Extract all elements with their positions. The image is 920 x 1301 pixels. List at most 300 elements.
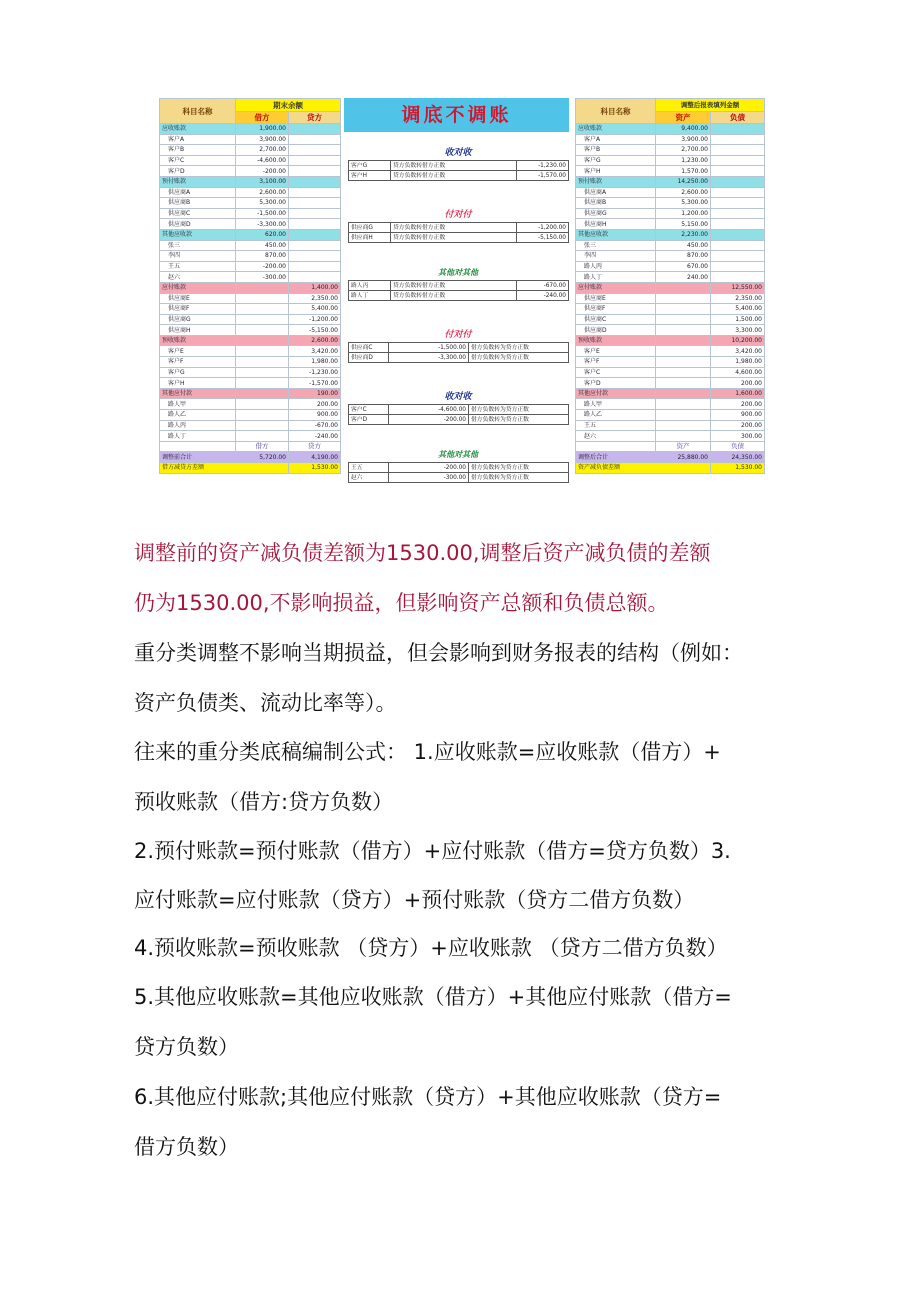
reclass-note: 借方负数转为贷方正数 xyxy=(469,343,569,353)
debit-value xyxy=(656,399,711,410)
reclass-amount: -3,300.00 xyxy=(389,353,469,363)
debit-value: 2,600.00 xyxy=(236,187,289,198)
credit-value: 200.00 xyxy=(711,420,765,431)
account-name: 其他应付款 xyxy=(160,388,236,399)
reclass-account: 客户D xyxy=(349,415,389,425)
account-name: 应收账款 xyxy=(576,124,656,135)
account-name: 应收账款 xyxy=(160,124,236,135)
credit-value: 2,350.00 xyxy=(289,293,341,304)
sheet-header-row xyxy=(160,99,341,112)
reclass-account: 供应商H xyxy=(349,233,391,243)
credit-value: 1,600.00 xyxy=(711,388,765,399)
account-name: 供应商A xyxy=(160,187,236,198)
reclass-group-title: 付对付 xyxy=(444,210,472,220)
reclass-group xyxy=(348,266,568,301)
account-name: 王五 xyxy=(160,261,236,272)
reclass-group xyxy=(348,208,568,243)
footer-row xyxy=(160,441,341,452)
sub-account-row xyxy=(160,410,341,421)
sub-account-row xyxy=(160,431,341,442)
account-name: 其他应付款 xyxy=(576,388,656,399)
credit-value xyxy=(711,240,765,251)
account-name: 王五 xyxy=(576,420,656,431)
credit-value xyxy=(289,251,341,262)
header-assets: 资产 xyxy=(656,112,711,124)
reclass-group xyxy=(348,146,568,181)
sub-account-row xyxy=(576,410,765,421)
debit-value xyxy=(656,304,711,315)
account-name: 客户E xyxy=(576,346,656,357)
debit-value: 3,900.00 xyxy=(236,134,289,145)
difference-label: 借方减贷方差额 xyxy=(160,463,289,474)
debit-value: -200.00 xyxy=(236,166,289,177)
credit-value xyxy=(289,124,341,135)
credit-value: 1,980.00 xyxy=(711,357,765,368)
debit-value: 450.00 xyxy=(236,240,289,251)
account-name: 客户D xyxy=(576,378,656,389)
account-name: 路人乙 xyxy=(576,410,656,421)
sub-account-row xyxy=(576,325,765,336)
credit-value: 1,980.00 xyxy=(289,357,341,368)
reclass-account: 客户H xyxy=(349,171,391,181)
credit-value xyxy=(711,176,765,187)
account-group-row xyxy=(160,335,341,346)
account-name: 客户G xyxy=(160,367,236,378)
sub-account-row xyxy=(160,145,341,156)
reclass-row xyxy=(349,473,569,483)
account-name: 路人甲 xyxy=(576,399,656,410)
account-group-row xyxy=(576,388,765,399)
sub-account-row xyxy=(576,219,765,230)
debit-value: -300.00 xyxy=(236,272,289,283)
sub-account-row xyxy=(576,187,765,198)
sub-account-row xyxy=(576,251,765,262)
account-group-row xyxy=(576,282,765,293)
sub-account-row xyxy=(576,198,765,209)
reclass-amount: -1,500.00 xyxy=(389,343,469,353)
debit-value xyxy=(236,335,289,346)
sub-account-row xyxy=(576,346,765,357)
credit-value xyxy=(289,261,341,272)
reclass-account: 供应商C xyxy=(349,343,389,353)
debit-value xyxy=(656,325,711,336)
sub-account-row xyxy=(160,420,341,431)
account-name: 供应商H xyxy=(576,219,656,230)
debit-value: 1,230.00 xyxy=(656,155,711,166)
credit-value xyxy=(711,187,765,198)
sub-account-row xyxy=(160,367,341,378)
credit-value: 900.00 xyxy=(711,410,765,421)
account-name: 供应商D xyxy=(160,219,236,230)
header-liabilities: 负债 xyxy=(711,112,765,124)
account-group-row xyxy=(160,282,341,293)
after-adjustment-sheet xyxy=(575,98,764,474)
account-group-row xyxy=(160,388,341,399)
debit-value xyxy=(656,314,711,325)
reclass-group-title: 其他对其他 xyxy=(438,268,478,277)
account-name: 供应商C xyxy=(160,208,236,219)
account-name: 应付账款 xyxy=(576,282,656,293)
account-name: 客户D xyxy=(160,166,236,177)
credit-value xyxy=(711,208,765,219)
account-name: 张三 xyxy=(576,240,656,251)
debit-value: -1,500.00 xyxy=(236,208,289,219)
sub-account-row xyxy=(576,134,765,145)
account-name: 预付账款 xyxy=(576,176,656,187)
credit-value: 200.00 xyxy=(711,399,765,410)
account-group-row xyxy=(160,229,341,240)
credit-value: 5,400.00 xyxy=(289,304,341,315)
credit-value xyxy=(711,198,765,209)
sub-account-row xyxy=(160,198,341,209)
sub-account-row xyxy=(160,166,341,177)
sub-account-row xyxy=(576,208,765,219)
debit-value xyxy=(236,378,289,389)
total-row xyxy=(160,452,341,463)
debit-value xyxy=(236,304,289,315)
debit-value: 3,100.00 xyxy=(236,176,289,187)
reclass-row xyxy=(349,353,569,363)
account-name: 预收账款 xyxy=(160,335,236,346)
header-adjusted-group: 调整后报表填列金额 xyxy=(656,99,765,112)
credit-value xyxy=(711,145,765,156)
credit-value xyxy=(289,229,341,240)
reclass-row xyxy=(349,463,569,473)
text-line-4: 资产负债类、流动比率等）。 xyxy=(134,691,397,715)
reclass-row xyxy=(349,343,569,353)
account-name: 其他应收款 xyxy=(576,229,656,240)
reclass-note: 贷方负数转借方正数 xyxy=(391,281,517,291)
total-label: 调整后合计 xyxy=(576,452,656,463)
account-name: 客户E xyxy=(160,346,236,357)
credit-value: 3,420.00 xyxy=(289,346,341,357)
reclass-note: 借方负数转为贷方正数 xyxy=(469,405,569,415)
sub-account-row xyxy=(160,378,341,389)
debit-value xyxy=(656,431,711,442)
debit-value xyxy=(656,388,711,399)
reclass-amount: -200.00 xyxy=(389,415,469,425)
credit-value xyxy=(711,251,765,262)
reclass-amount: -300.00 xyxy=(389,473,469,483)
credit-value xyxy=(289,155,341,166)
credit-value: 10,200.00 xyxy=(711,335,765,346)
reclass-note: 贷方负数转借方正数 xyxy=(391,291,517,301)
account-name: 预付账款 xyxy=(160,176,236,187)
text-line-9: 4.预收账款=预收账款 （贷方）+应收账款 （贷方二借方负数） xyxy=(134,936,728,960)
debit-value xyxy=(236,325,289,336)
sub-account-row xyxy=(576,145,765,156)
total-label: 调整前合计 xyxy=(160,452,236,463)
account-group-row xyxy=(160,176,341,187)
reclass-amount: -4,600.00 xyxy=(389,405,469,415)
credit-value: -670.00 xyxy=(289,420,341,431)
debit-value xyxy=(656,367,711,378)
credit-value: -1,230.00 xyxy=(289,367,341,378)
sub-account-row xyxy=(160,293,341,304)
account-group-row xyxy=(160,124,341,135)
account-name: 李四 xyxy=(576,251,656,262)
sub-account-row xyxy=(160,187,341,198)
sub-account-row xyxy=(160,325,341,336)
reclass-row xyxy=(349,171,569,181)
credit-value: 200.00 xyxy=(711,378,765,389)
sub-account-row xyxy=(160,357,341,368)
credit-value xyxy=(711,155,765,166)
reclass-note: 借方负数转为贷方正数 xyxy=(469,463,569,473)
debit-value: 870.00 xyxy=(236,251,289,262)
account-name: 赵六 xyxy=(576,431,656,442)
credit-value: 5,400.00 xyxy=(711,304,765,315)
sub-account-row xyxy=(160,134,341,145)
reclass-account: 路人丙 xyxy=(349,281,391,291)
reclass-amount: -200.00 xyxy=(389,463,469,473)
debit-value xyxy=(656,410,711,421)
footer-row xyxy=(576,441,765,452)
difference-row xyxy=(576,463,765,474)
debit-value: 2,230.00 xyxy=(656,229,711,240)
text-line-13: 借方负数） xyxy=(134,1135,239,1159)
sub-account-row xyxy=(576,166,765,177)
debit-value xyxy=(236,282,289,293)
credit-value xyxy=(711,124,765,135)
credit-value xyxy=(289,166,341,177)
account-name: 其他应收款 xyxy=(160,229,236,240)
account-name: 客户B xyxy=(576,145,656,156)
account-name: 路人乙 xyxy=(160,410,236,421)
account-name: 客户B xyxy=(160,145,236,156)
debit-value: 450.00 xyxy=(656,240,711,251)
sub-account-row xyxy=(576,378,765,389)
debit-value xyxy=(236,357,289,368)
account-group-row xyxy=(576,124,765,135)
reclass-note: 借方负数转为贷方正数 xyxy=(469,473,569,483)
debit-value: 2,700.00 xyxy=(656,145,711,156)
reclass-row xyxy=(349,233,569,243)
credit-value: 300.00 xyxy=(711,431,765,442)
reclass-note: 贷方负数转借方正数 xyxy=(391,223,517,233)
account-name: 预收账款 xyxy=(576,335,656,346)
reclass-group xyxy=(348,328,568,363)
credit-value xyxy=(289,198,341,209)
debit-value: -200.00 xyxy=(236,261,289,272)
debit-value: 1,570.00 xyxy=(656,166,711,177)
sub-account-row xyxy=(160,240,341,251)
sub-account-row xyxy=(576,420,765,431)
sub-account-row xyxy=(576,261,765,272)
credit-value: 1,400.00 xyxy=(289,282,341,293)
account-name: 供应商B xyxy=(160,198,236,209)
credit-value xyxy=(289,219,341,230)
debit-value: 1,200.00 xyxy=(656,208,711,219)
reclass-row xyxy=(349,281,569,291)
text-line-6: 预收账款（借方:贷方负数） xyxy=(134,790,394,814)
sub-account-row xyxy=(160,314,341,325)
text-line-2: 仍为1530.00,不影响损益，但影响资产总额和负债总额。 xyxy=(134,591,669,615)
credit-value: 4,600.00 xyxy=(711,367,765,378)
account-name: 赵六 xyxy=(160,272,236,283)
credit-value: -1,200.00 xyxy=(289,314,341,325)
reclass-amount: -1,570.00 xyxy=(517,171,569,181)
reclassification-panel xyxy=(344,98,569,522)
total-debit: 5,720.00 xyxy=(236,452,289,463)
debit-value: -3,300.00 xyxy=(236,219,289,230)
debit-value xyxy=(656,378,711,389)
account-group-row xyxy=(576,176,765,187)
debit-value xyxy=(656,282,711,293)
debit-value xyxy=(236,431,289,442)
reclass-account: 王五 xyxy=(349,463,389,473)
debit-value xyxy=(656,335,711,346)
debit-value: 14,250.00 xyxy=(656,176,711,187)
header-balance-group: 期末余额 xyxy=(236,99,341,112)
text-line-7: 2.预付账款=预付账款（借方）+应付账款（借方=贷方负数）3. xyxy=(134,839,731,863)
account-name: 供应商D xyxy=(576,325,656,336)
account-name: 供应商A xyxy=(576,187,656,198)
credit-value xyxy=(711,261,765,272)
account-name: 供应商E xyxy=(160,293,236,304)
difference-label: 资产减负债差额 xyxy=(576,463,711,474)
debit-value: -4,600.00 xyxy=(236,155,289,166)
credit-value: -1,570.00 xyxy=(289,378,341,389)
sub-account-row xyxy=(576,367,765,378)
account-name: 客户G xyxy=(576,155,656,166)
reclass-row xyxy=(349,291,569,301)
difference-row xyxy=(160,463,341,474)
sub-account-row xyxy=(576,399,765,410)
account-name: 供应商G xyxy=(576,208,656,219)
account-name: 路人丙 xyxy=(160,420,236,431)
credit-value xyxy=(711,219,765,230)
sub-account-row xyxy=(160,155,341,166)
sub-account-row xyxy=(160,272,341,283)
debit-value xyxy=(236,388,289,399)
account-group-row xyxy=(576,229,765,240)
reclass-row xyxy=(349,223,569,233)
debit-value: 670.00 xyxy=(656,261,711,272)
text-line-11: 贷方负数） xyxy=(134,1035,239,1059)
credit-value: 900.00 xyxy=(289,410,341,421)
credit-value xyxy=(289,134,341,145)
debit-value xyxy=(656,346,711,357)
reclass-group-title: 付对付 xyxy=(444,330,472,340)
before-adjustment-sheet xyxy=(159,98,340,474)
sub-account-row xyxy=(576,357,765,368)
footer-col1: 资产 xyxy=(656,441,711,452)
header-account-name: 科目名称 xyxy=(576,99,656,124)
debit-value: 5,150.00 xyxy=(656,219,711,230)
total-liabilities: 24,350.00 xyxy=(711,452,765,463)
account-name: 供应商E xyxy=(576,293,656,304)
debit-value xyxy=(236,399,289,410)
account-name: 李四 xyxy=(160,251,236,262)
debit-value xyxy=(236,410,289,421)
account-name: 客户A xyxy=(576,134,656,145)
total-credit: 4,190.00 xyxy=(289,452,341,463)
debit-value xyxy=(236,293,289,304)
account-name: 路人丁 xyxy=(160,431,236,442)
sub-account-row xyxy=(160,208,341,219)
debit-value xyxy=(236,314,289,325)
text-line-10: 5.其他应收账款=其他应收账款（借方）+其他应付账款（借方= xyxy=(134,985,732,1009)
debit-value: 5,300.00 xyxy=(236,198,289,209)
reclass-account: 客户C xyxy=(349,405,389,415)
reclass-group-title: 收对收 xyxy=(444,392,472,402)
credit-value: 12,550.00 xyxy=(711,282,765,293)
sub-account-row xyxy=(576,431,765,442)
reclass-note: 贷方负数转借方正数 xyxy=(391,161,517,171)
debit-value xyxy=(656,420,711,431)
reclass-group xyxy=(348,448,568,483)
account-name: 应付账款 xyxy=(160,282,236,293)
sheet-header-row xyxy=(576,99,765,112)
account-name: 客户C xyxy=(160,155,236,166)
sub-account-row xyxy=(160,251,341,262)
debit-value: 620.00 xyxy=(236,229,289,240)
reclass-note: 贷方负数转借方正数 xyxy=(391,233,517,243)
credit-value xyxy=(711,166,765,177)
credit-value: 2,350.00 xyxy=(711,293,765,304)
account-name: 供应商F xyxy=(160,304,236,315)
difference-value: 1,530.00 xyxy=(711,463,765,474)
account-name: 供应商F xyxy=(576,304,656,315)
text-line-3: 重分类调整不影响当期损益，但会影响到财务报表的结构（例如： xyxy=(134,641,743,665)
credit-value xyxy=(711,134,765,145)
credit-value: 1,500.00 xyxy=(711,314,765,325)
debit-value xyxy=(236,367,289,378)
debit-value: 240.00 xyxy=(656,272,711,283)
reclass-row xyxy=(349,415,569,425)
debit-value: 2,600.00 xyxy=(656,187,711,198)
credit-value xyxy=(711,229,765,240)
reclass-note: 贷方负数转借方正数 xyxy=(391,171,517,181)
reclass-account: 供应商G xyxy=(349,223,391,233)
sub-account-row xyxy=(160,261,341,272)
credit-value: 3,300.00 xyxy=(711,325,765,336)
reclass-group xyxy=(348,390,568,425)
reclass-account: 客户G xyxy=(349,161,391,171)
difference-value: 1,530.00 xyxy=(289,463,341,474)
total-row xyxy=(576,452,765,463)
account-name: 客户H xyxy=(576,166,656,177)
reclass-account: 赵六 xyxy=(349,473,389,483)
credit-value xyxy=(711,272,765,283)
sub-account-row xyxy=(576,272,765,283)
reclass-account: 供应商D xyxy=(349,353,389,363)
credit-value: 2,600.00 xyxy=(289,335,341,346)
debit-value: 5,300.00 xyxy=(656,198,711,209)
sub-account-row xyxy=(576,155,765,166)
sub-account-row xyxy=(160,219,341,230)
account-name: 供应商C xyxy=(576,314,656,325)
reclass-group-title: 其他对其他 xyxy=(438,450,478,459)
account-name: 客户H xyxy=(160,378,236,389)
credit-value: 3,420.00 xyxy=(711,346,765,357)
debit-value xyxy=(236,420,289,431)
debit-value: 3,900.00 xyxy=(656,134,711,145)
account-group-row xyxy=(576,335,765,346)
footer-col2: 负债 xyxy=(711,441,765,452)
sub-account-row xyxy=(576,304,765,315)
account-name: 客户F xyxy=(576,357,656,368)
header-account-name: 科目名称 xyxy=(160,99,236,124)
credit-value xyxy=(289,187,341,198)
account-name: 张三 xyxy=(160,240,236,251)
reclass-amount: -1,200.00 xyxy=(517,223,569,233)
credit-value: -240.00 xyxy=(289,431,341,442)
text-line-8: 应付账款=应付账款（贷方）+预付账款（贷方二借方负数） xyxy=(134,888,695,912)
footer-col1: 借方 xyxy=(236,441,289,452)
reclass-amount: -670.00 xyxy=(517,281,569,291)
